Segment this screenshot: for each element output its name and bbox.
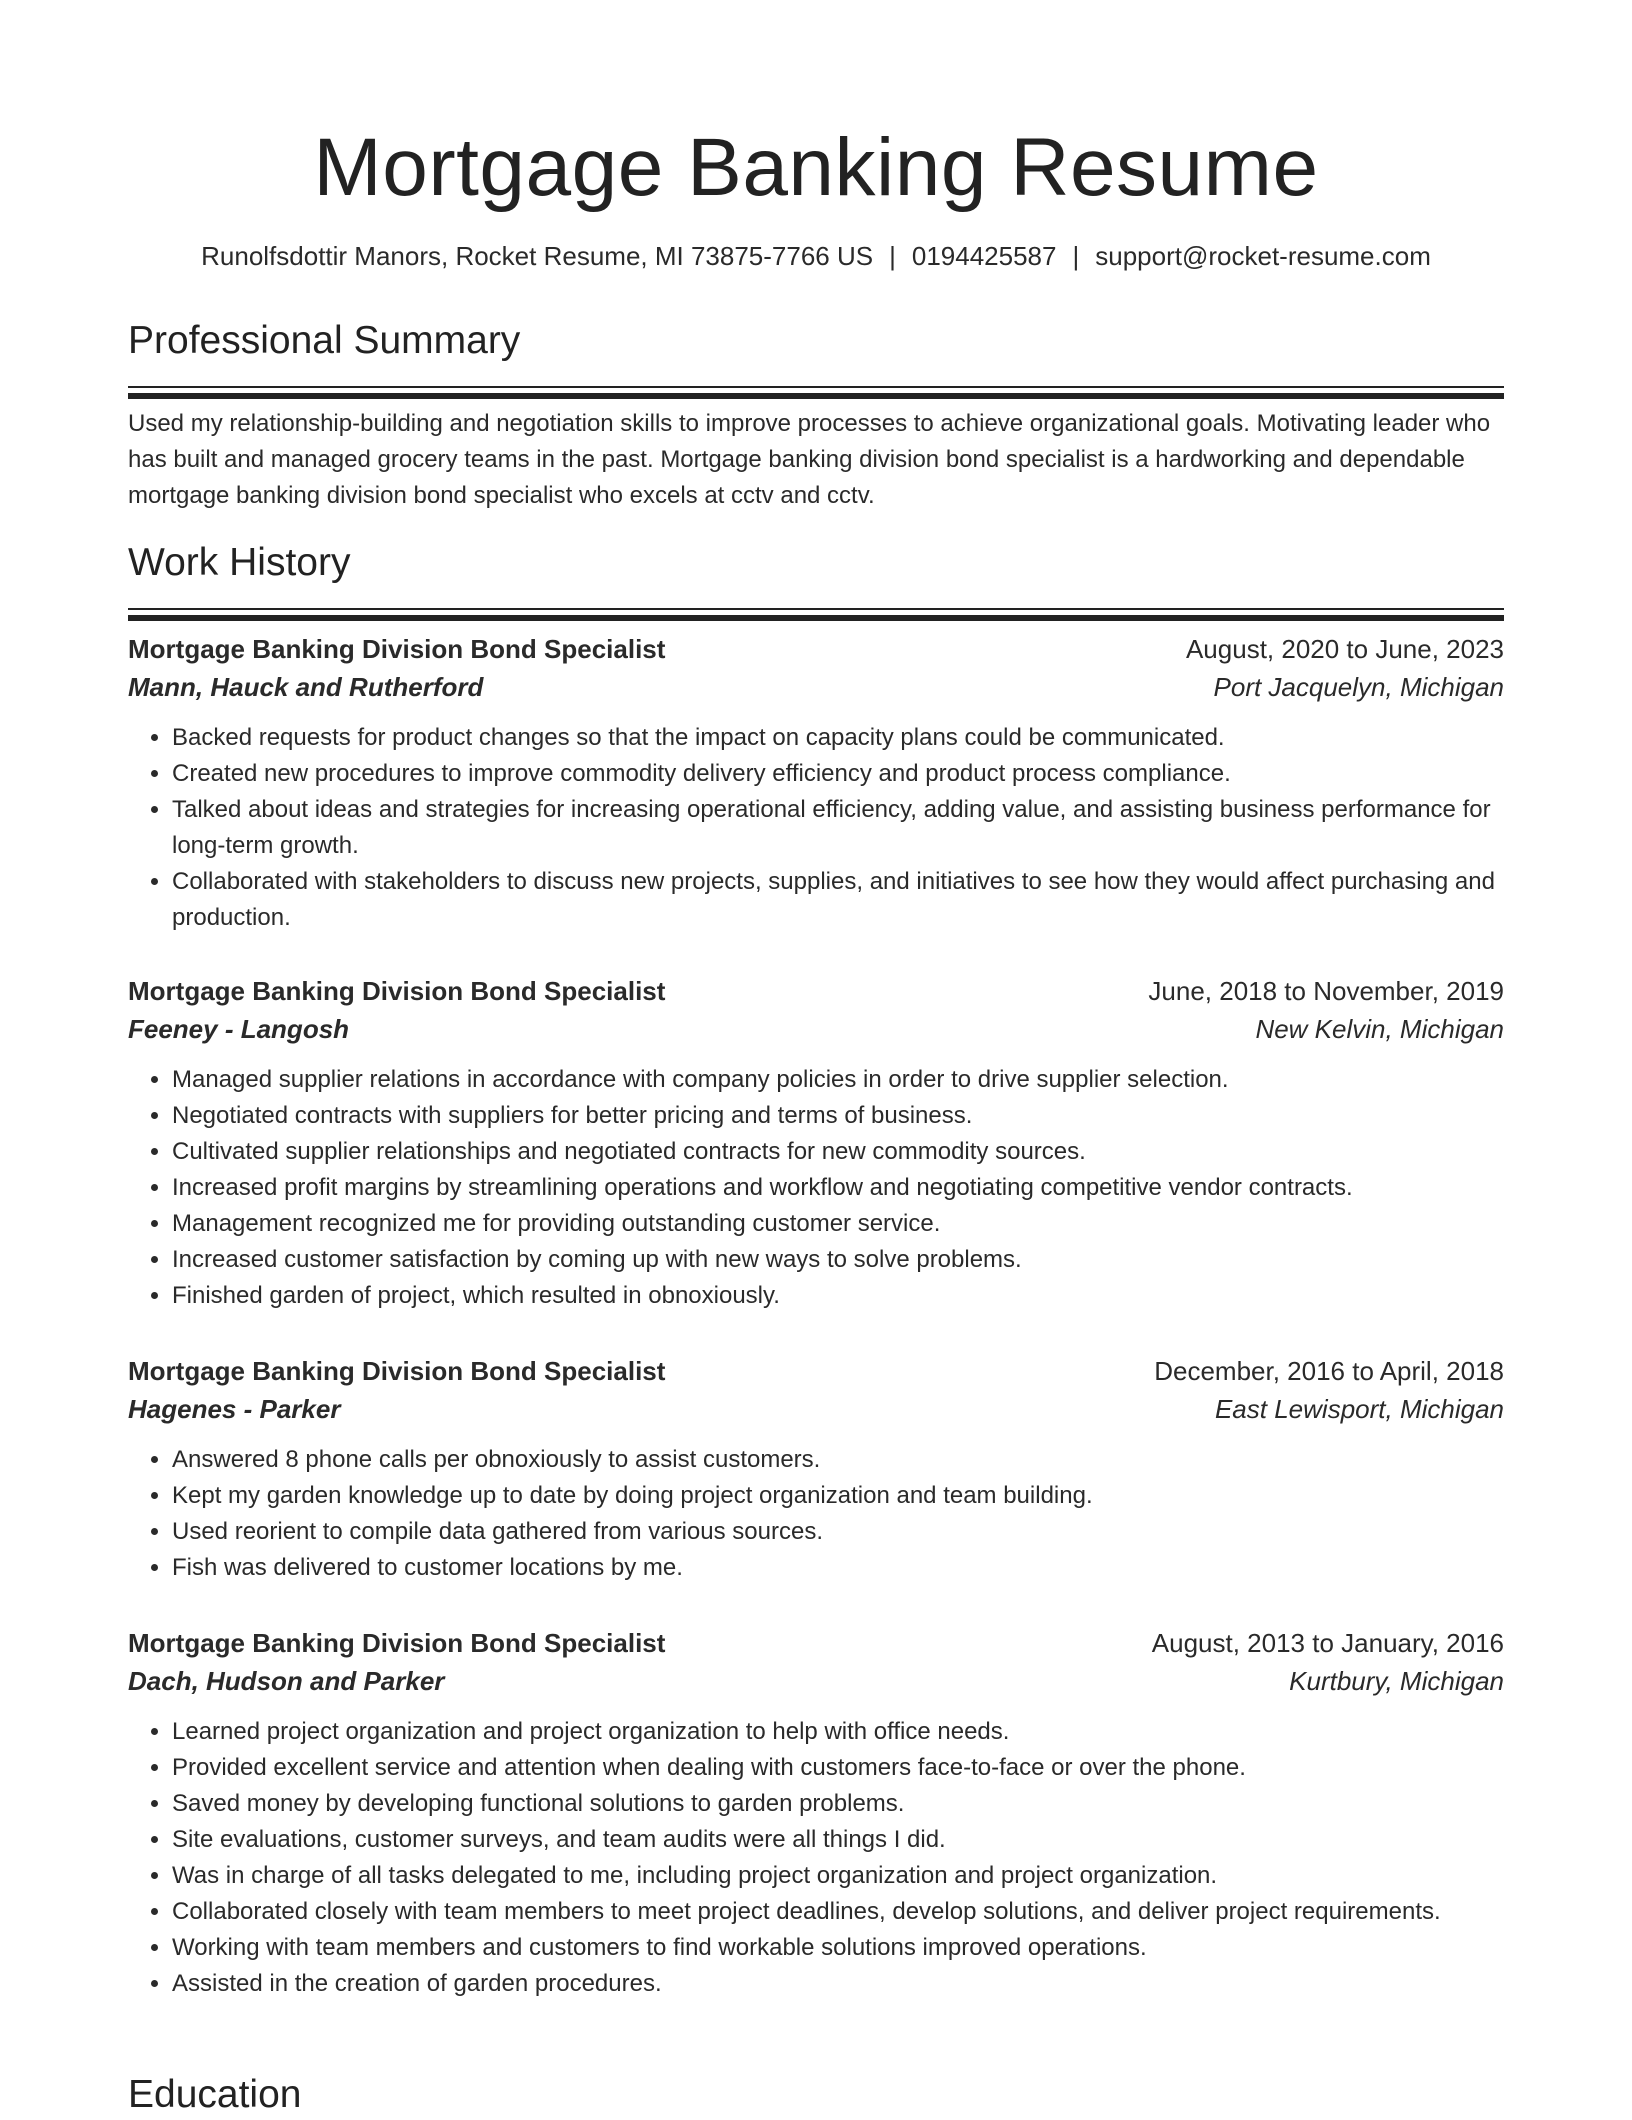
contact-separator: |	[889, 241, 896, 271]
job-bullet: • Collaborated with stakeholders to discuss new projects, supplies, and initiatives to see how they would affect purchasing and production.	[172, 864, 1504, 936]
job-bullet: • Increased profit margins by streamlining operations and workflow and negotiating competitive vendor contracts.	[172, 1170, 1504, 1206]
job-bullets	[128, 720, 1504, 936]
job-entry	[128, 1624, 1504, 2002]
job-bullet: • Was in charge of all tasks delegated to me, including project organization and project organization.	[172, 1858, 1504, 1894]
job-dates: August, 2013 to January, 2016	[1151, 1628, 1504, 1658]
job-title: Mortgage Banking Division Bond Specialist	[128, 1356, 666, 1386]
job-bullet: • Saved money by developing functional solutions to garden problems.	[172, 1786, 1504, 1822]
summary-text: Used my relationship-building and negotiation skills to improve processes to achieve organizational goals. Motivating leader who has built and managed grocery teams in the past. Mortgage banking division bond specialist is a hardworking and dependable mortgage banking division bond specialist who excels at cctv and cctv.	[128, 410, 1491, 509]
job-bullet: • Talked about ideas and strategies for increasing operational efficiency, adding value, and assisting business performance for long-term growth.	[172, 792, 1504, 864]
job-bullet: • Management recognized me for providing outstanding customer service.	[172, 1206, 1504, 1242]
job-entry	[128, 630, 1504, 936]
job-bullet: • Negotiated contracts with suppliers for better pricing and terms of business.	[172, 1098, 1504, 1134]
job-bullet: • Site evaluations, customer surveys, and team audits were all things I did.	[172, 1822, 1504, 1858]
contact-separator: |	[1072, 241, 1080, 271]
job-bullet: • Created new procedures to improve commodity delivery efficiency and product process compliance.	[172, 756, 1504, 792]
section-divider-thick	[128, 615, 1504, 621]
job-bullet: • Fish was delivered to customer locations by me.	[172, 1550, 1504, 1586]
job-bullets	[128, 1714, 1504, 2002]
contact-address: Runolfsdottir Manors, Rocket Resume, MI 73875-7766 US	[201, 241, 874, 271]
job-bullet: • Learned project organization and project organization to help with office needs.	[172, 1714, 1504, 1750]
job-bullets	[128, 1062, 1504, 1314]
job-bullet: • Increased customer satisfaction by coming up with new ways to solve problems.	[172, 1242, 1504, 1278]
job-bullet: • Assisted in the creation of garden procedures.	[172, 1966, 1504, 2002]
job-bullets	[128, 1442, 1504, 1586]
contact-email: support@rocket-resume.com	[1095, 241, 1431, 271]
job-company: Hagenes - Parker	[128, 1394, 341, 1424]
education-section-header	[128, 2070, 1504, 2120]
job-location: New Kelvin, Michigan	[1255, 1014, 1504, 1044]
education-heading: Education	[128, 2073, 302, 2116]
job-bullet: • Answered 8 phone calls per obnoxiously to assist customers.	[172, 1442, 1504, 1478]
job-bullet: • Finished garden of project, which resulted in obnoxiously.	[172, 1278, 1504, 1314]
resume-title: Mortgage Banking Resume	[313, 122, 1319, 213]
job-location: Port Jacquelyn, Michigan	[1213, 672, 1504, 702]
job-dates: December, 2016 to April, 2018	[1154, 1356, 1504, 1386]
section-divider	[128, 386, 1504, 388]
job-bullet: • Backed requests for product changes so that the impact on capacity plans could be communicated.	[172, 720, 1504, 756]
job-entry	[128, 972, 1504, 1314]
job-location: East Lewisport, Michigan	[1214, 1394, 1504, 1424]
job-bullet: • Managed supplier relations in accordance with company policies in order to drive supplier selection.	[172, 1062, 1504, 1098]
job-bullet: • Used reorient to compile data gathered from various sources.	[172, 1514, 1504, 1550]
summary-section-header	[128, 316, 1504, 399]
section-divider	[128, 608, 1504, 610]
work-section-header	[128, 538, 1504, 621]
job-company: Mann, Hauck and Rutherford	[128, 672, 484, 702]
job-dates: August, 2020 to June, 2023	[1185, 634, 1504, 664]
job-bullet: • Provided excellent service and attention when dealing with customers face-to-face or over the phone.	[172, 1750, 1504, 1786]
work-heading: Work History	[128, 541, 351, 584]
contact-phone: 0194425587	[911, 241, 1057, 271]
job-title: Mortgage Banking Division Bond Specialist	[128, 1628, 666, 1658]
job-dates: June, 2018 to November, 2019	[1148, 976, 1504, 1006]
job-title: Mortgage Banking Division Bond Specialist	[128, 976, 666, 1006]
job-bullet: • Working with team members and customers to find workable solutions improved operations.	[172, 1930, 1504, 1966]
job-location: Kurtbury, Michigan	[1289, 1666, 1504, 1696]
job-title: Mortgage Banking Division Bond Specialist	[128, 634, 666, 664]
job-company: Dach, Hudson and Parker	[128, 1666, 445, 1696]
job-entry	[128, 1352, 1504, 1586]
job-bullet: • Kept my garden knowledge up to date by doing project organization and team building.	[172, 1478, 1504, 1514]
summary-heading: Professional Summary	[128, 319, 521, 362]
section-divider-thick	[128, 393, 1504, 399]
job-company: Feeney - Langosh	[128, 1014, 350, 1044]
job-bullet: • Cultivated supplier relationships and negotiated contracts for new commodity sources.	[172, 1134, 1504, 1170]
job-bullet: • Collaborated closely with team members to meet project deadlines, develop solutions, and deliver project requirements.	[172, 1894, 1504, 1930]
contact-line	[128, 238, 1504, 274]
